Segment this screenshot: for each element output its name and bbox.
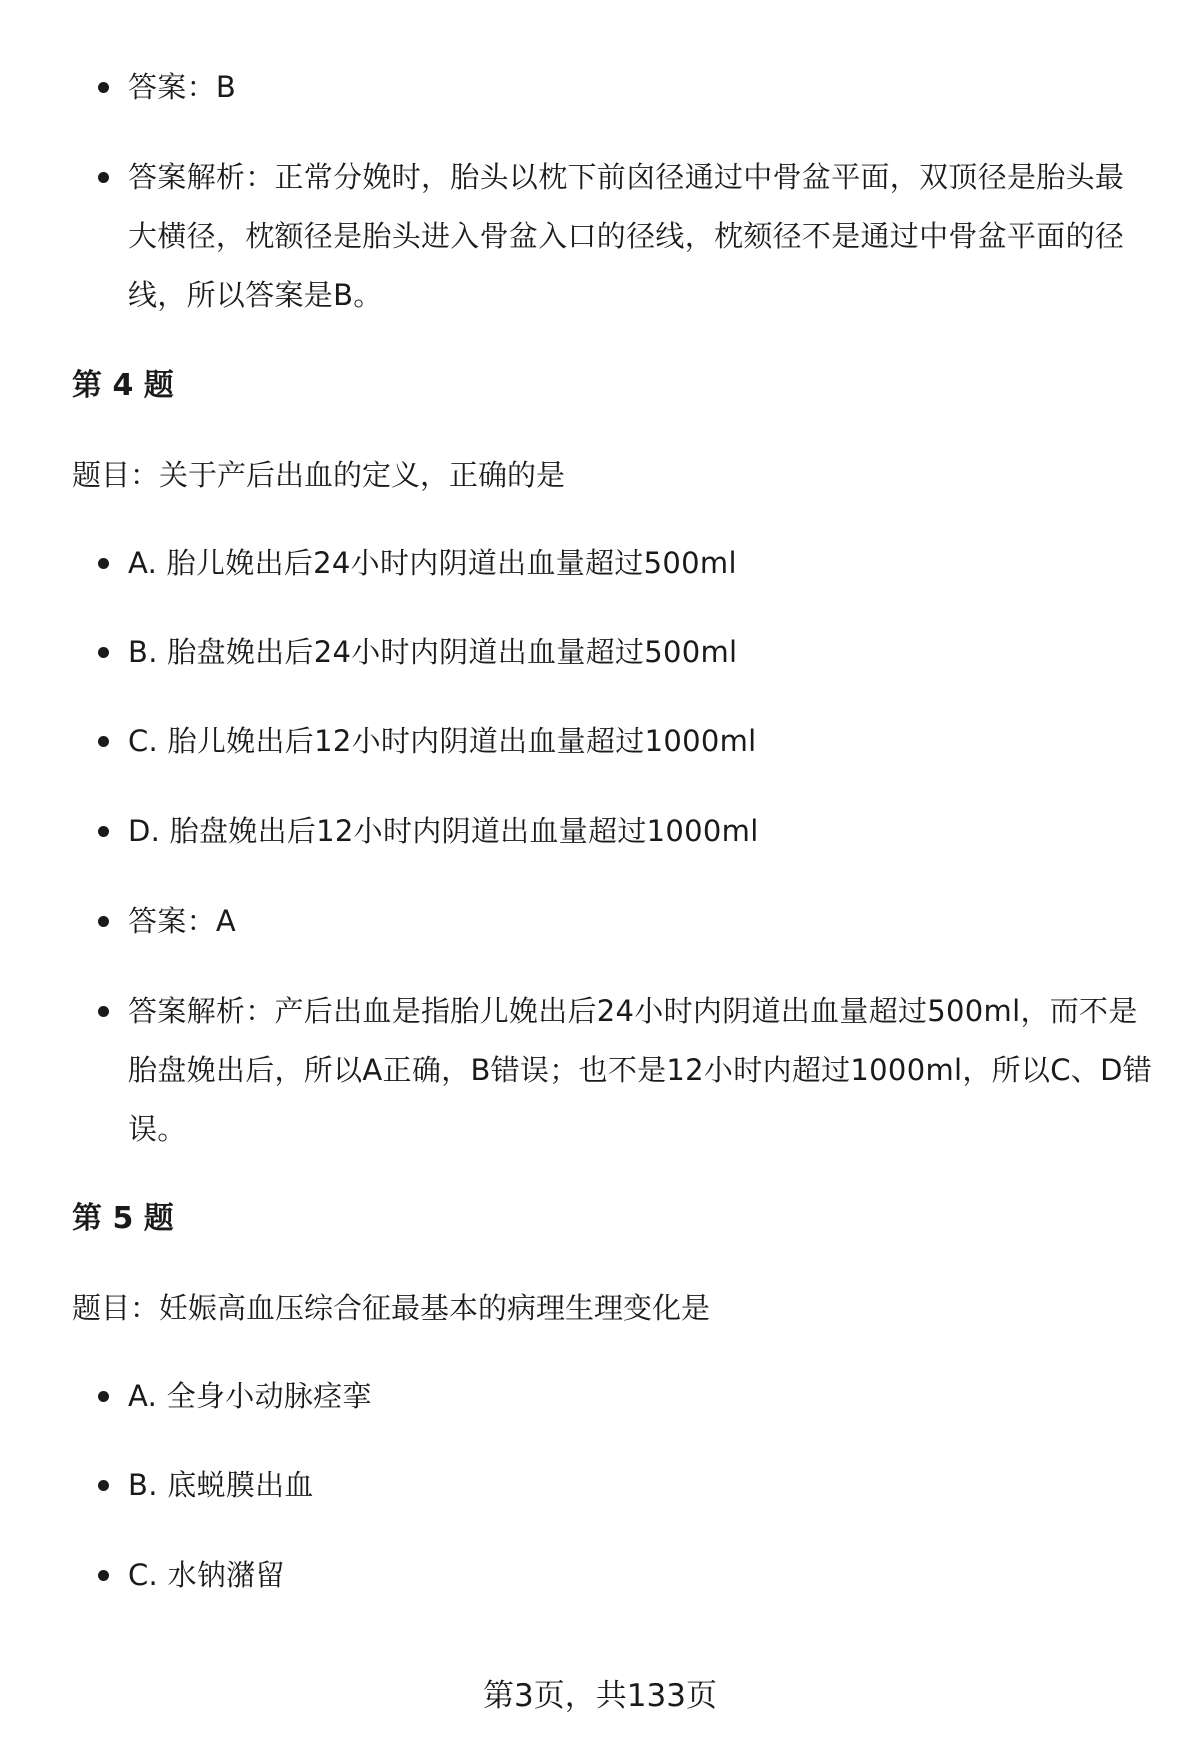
- q4-heading: 第 4 题: [72, 368, 174, 403]
- page-number: 第3页，共133页: [483, 1678, 717, 1714]
- q5-option-a: [128, 1367, 1153, 1426]
- option-text: D. 胎盘娩出后12小时内阴道出血量超过1000ml: [128, 814, 759, 848]
- q4-explanation: [128, 982, 1153, 1159]
- bullet-icon: [98, 1570, 109, 1581]
- q5-heading: 第 5 题: [72, 1201, 174, 1236]
- q5-question: 题目：妊娠高血压综合征最基本的病理生理变化是: [72, 1291, 711, 1325]
- bullet-icon: [98, 1006, 109, 1017]
- q4-option-d: [128, 802, 1153, 861]
- option-text: B. 胎盘娩出后24小时内阴道出血量超过500ml: [128, 635, 738, 669]
- option-text: C. 胎儿娩出后12小时内阴道出血量超过1000ml: [128, 724, 757, 758]
- bullet-icon: [98, 82, 109, 93]
- option-text: A. 全身小动脉痉挛: [128, 1379, 372, 1413]
- q5-option-c: [128, 1546, 1153, 1605]
- q3-answer: [128, 58, 1153, 117]
- q5-option-b: [128, 1456, 1153, 1515]
- bullet-icon: [98, 1391, 109, 1402]
- q3-answer-text: 答案：B: [128, 70, 237, 104]
- bullet-icon: [98, 647, 109, 658]
- bullet-icon: [98, 558, 109, 569]
- bullet-icon: [98, 826, 109, 837]
- q4-answer-text: 答案：A: [128, 904, 237, 938]
- option-text: C. 水钠潴留: [128, 1558, 285, 1592]
- q4-answer: [128, 892, 1153, 951]
- option-text: B. 底蜕膜出血: [128, 1468, 314, 1502]
- bullet-icon: [98, 736, 109, 747]
- q3-explanation-text: 答案解析：正常分娩时，胎头以枕下前囟径通过中骨盆平面，双顶径是胎头最大横径，枕额径是胎头进入骨盆入口的径线，枕颏径不是通过中骨盆平面的径线，所以答案是B。: [128, 160, 1125, 312]
- q4-question: 题目：关于产后出血的定义，正确的是: [72, 458, 566, 492]
- q4-option-a: [128, 534, 1153, 593]
- q4-option-b: [128, 623, 1153, 682]
- q3-explanation: [128, 148, 1153, 325]
- q4-explanation-text: 答案解析：产后出血是指胎儿娩出后24小时内阴道出血量超过500ml，而不是胎盘娩出后，所以A正确，B错误；也不是12小时内超过1000ml，所以C、D错误。: [128, 994, 1153, 1146]
- option-text: A. 胎儿娩出后24小时内阴道出血量超过500ml: [128, 546, 737, 580]
- q4-option-c: [128, 712, 1153, 771]
- bullet-icon: [98, 916, 109, 927]
- bullet-icon: [98, 172, 109, 183]
- bullet-icon: [98, 1480, 109, 1491]
